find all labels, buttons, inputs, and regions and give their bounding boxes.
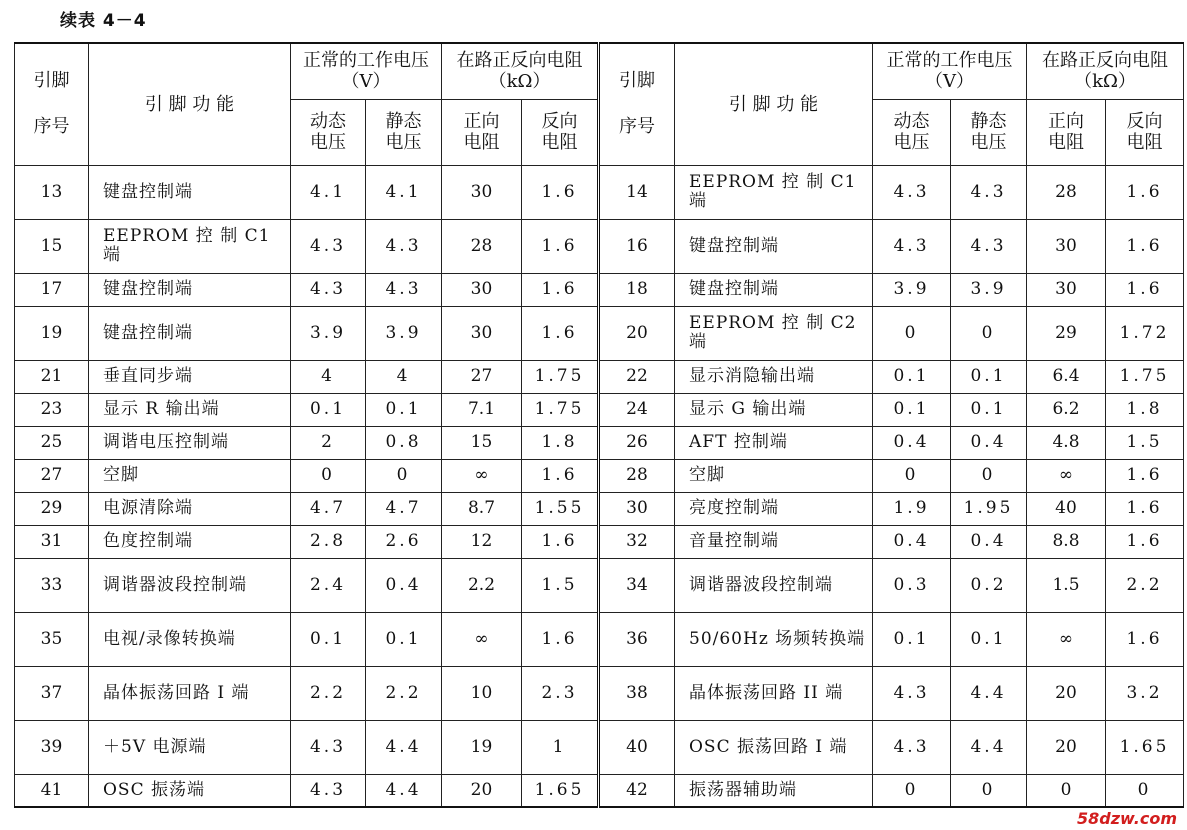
table-row (15, 612, 1184, 666)
pin-function: OSC 振荡端 (89, 774, 291, 807)
pin-function: ＋5V 电源端 (89, 720, 291, 774)
forward-resistance: 30 (442, 306, 522, 360)
pin-function: 调谐电压控制端 (89, 426, 291, 459)
static-voltage-right: 0 (951, 306, 1027, 360)
header-resistance: 在路正反向电阻 （kΩ） (442, 43, 599, 99)
reverse-resistance-right: 3.2 (1106, 666, 1184, 720)
table-row (15, 165, 1184, 219)
pin-number-right: 28 (599, 459, 675, 492)
static-voltage-right: 0.1 (951, 360, 1027, 393)
static-voltage: 4.4 (366, 720, 442, 774)
dynamic-voltage-right: 4.3 (873, 666, 951, 720)
forward-resistance: 20 (442, 774, 522, 807)
reverse-resistance: 1.5 (522, 558, 599, 612)
forward-resistance: 8.7 (442, 492, 522, 525)
forward-resistance-right: 20 (1027, 666, 1106, 720)
dynamic-voltage: 2.8 (291, 525, 366, 558)
pin-function-right: 键盘控制端 (675, 219, 873, 273)
forward-resistance-right: 20 (1027, 720, 1106, 774)
pin-function: 电视/录像转换端 (89, 612, 291, 666)
dynamic-voltage: 2 (291, 426, 366, 459)
pin-number-right: 26 (599, 426, 675, 459)
pin-number-right: 22 (599, 360, 675, 393)
pin-function-right: 亮度控制端 (675, 492, 873, 525)
reverse-resistance: 1.75 (522, 360, 599, 393)
dynamic-voltage: 4.3 (291, 219, 366, 273)
header-reverse-right: 反向 电阻 (1106, 99, 1184, 165)
static-voltage: 3.9 (366, 306, 442, 360)
forward-resistance: 30 (442, 273, 522, 306)
pin-function: 色度控制端 (89, 525, 291, 558)
site-watermark: 58dzw.com (1076, 809, 1177, 828)
dynamic-voltage-right: 0 (873, 774, 951, 807)
table-row (15, 666, 1184, 720)
pin-function: 空脚 (89, 459, 291, 492)
dynamic-voltage: 0.1 (291, 612, 366, 666)
pin-number-right: 34 (599, 558, 675, 612)
dynamic-voltage: 4.7 (291, 492, 366, 525)
header-dynamic-right: 动态 电压 (873, 99, 951, 165)
reverse-resistance-right: 1.6 (1106, 219, 1184, 273)
forward-resistance: 19 (442, 720, 522, 774)
dynamic-voltage-right: 0 (873, 459, 951, 492)
header-forward-right: 正向 电阻 (1027, 99, 1106, 165)
forward-resistance-right: 8.8 (1027, 525, 1106, 558)
header-static: 静态 电压 (366, 99, 442, 165)
pin-number: 23 (15, 393, 89, 426)
pin-number-right: 20 (599, 306, 675, 360)
dynamic-voltage-right: 0.4 (873, 426, 951, 459)
table-caption: 续表 4－4 (60, 11, 147, 31)
forward-resistance-right: 0 (1027, 774, 1106, 807)
reverse-resistance-right: 1.65 (1106, 720, 1184, 774)
pin-number: 27 (15, 459, 89, 492)
reverse-resistance-right: 1.6 (1106, 612, 1184, 666)
reverse-resistance-right: 1.8 (1106, 393, 1184, 426)
dynamic-voltage: 2.2 (291, 666, 366, 720)
forward-resistance: ∞ (442, 459, 522, 492)
pin-function: 键盘控制端 (89, 165, 291, 219)
forward-resistance-right: 6.2 (1027, 393, 1106, 426)
header-resistance-right: 在路正反向电阻 （kΩ） (1027, 43, 1184, 99)
table-row (15, 720, 1184, 774)
pin-function-right: 50/60Hz 场频转换端 (675, 612, 873, 666)
pin-function: 键盘控制端 (89, 306, 291, 360)
reverse-resistance-right: 1.6 (1106, 165, 1184, 219)
static-voltage: 4 (366, 360, 442, 393)
forward-resistance: 27 (442, 360, 522, 393)
pin-number-right: 30 (599, 492, 675, 525)
dynamic-voltage-right: 4.3 (873, 165, 951, 219)
static-voltage-right: 3.9 (951, 273, 1027, 306)
pin-function: 垂直同步端 (89, 360, 291, 393)
dynamic-voltage: 4 (291, 360, 366, 393)
static-voltage: 4.1 (366, 165, 442, 219)
static-voltage: 4.3 (366, 273, 442, 306)
header-pin-func-right: 引 脚 功 能 (675, 43, 873, 165)
pin-function: 键盘控制端 (89, 273, 291, 306)
pin-function-right: 显示消隐输出端 (675, 360, 873, 393)
dynamic-voltage-right: 0.1 (873, 612, 951, 666)
header-static-right: 静态 电压 (951, 99, 1027, 165)
static-voltage-right: 0.2 (951, 558, 1027, 612)
reverse-resistance: 2.3 (522, 666, 599, 720)
table-row (15, 525, 1184, 558)
dynamic-voltage-right: 0.1 (873, 360, 951, 393)
table-row (15, 273, 1184, 306)
static-voltage-right: 4.3 (951, 219, 1027, 273)
pin-function-table (14, 42, 1184, 808)
header-pin-no-right: 引脚 序号 (599, 43, 675, 165)
pin-number-right: 24 (599, 393, 675, 426)
forward-resistance-right: ∞ (1027, 612, 1106, 666)
pin-number: 39 (15, 720, 89, 774)
pin-number: 37 (15, 666, 89, 720)
table-row (15, 306, 1184, 360)
pin-number-right: 18 (599, 273, 675, 306)
dynamic-voltage-right: 4.3 (873, 720, 951, 774)
reverse-resistance-right: 1.6 (1106, 273, 1184, 306)
dynamic-voltage-right: 4.3 (873, 219, 951, 273)
static-voltage: 0.8 (366, 426, 442, 459)
dynamic-voltage-right: 0.1 (873, 393, 951, 426)
reverse-resistance: 1.6 (522, 612, 599, 666)
static-voltage-right: 4.4 (951, 720, 1027, 774)
reverse-resistance: 1.6 (522, 306, 599, 360)
reverse-resistance: 1.6 (522, 219, 599, 273)
static-voltage: 0.1 (366, 612, 442, 666)
pin-function-right: AFT 控制端 (675, 426, 873, 459)
pin-function-right: 空脚 (675, 459, 873, 492)
reverse-resistance: 1.6 (522, 459, 599, 492)
static-voltage: 0.4 (366, 558, 442, 612)
dynamic-voltage: 4.1 (291, 165, 366, 219)
static-voltage-right: 0.1 (951, 393, 1027, 426)
forward-resistance-right: ∞ (1027, 459, 1106, 492)
header-dynamic: 动态 电压 (291, 99, 366, 165)
pin-function-right: 振荡器辅助端 (675, 774, 873, 807)
pin-function: 调谐器波段控制端 (89, 558, 291, 612)
pin-number: 29 (15, 492, 89, 525)
reverse-resistance-right: 0 (1106, 774, 1184, 807)
static-voltage-right: 0.4 (951, 525, 1027, 558)
pin-function-right: 音量控制端 (675, 525, 873, 558)
forward-resistance: 2.2 (442, 558, 522, 612)
pin-number: 15 (15, 219, 89, 273)
static-voltage: 0 (366, 459, 442, 492)
reverse-resistance: 1.8 (522, 426, 599, 459)
static-voltage-right: 1.95 (951, 492, 1027, 525)
static-voltage: 0.1 (366, 393, 442, 426)
static-voltage-right: 0 (951, 459, 1027, 492)
pin-number: 33 (15, 558, 89, 612)
pin-number-right: 32 (599, 525, 675, 558)
header-pin-no: 引脚 序号 (15, 43, 89, 165)
dynamic-voltage: 3.9 (291, 306, 366, 360)
pin-number-right: 16 (599, 219, 675, 273)
pin-function-right: EEPROM 控 制 C2 端 (675, 306, 873, 360)
table-row (15, 360, 1184, 393)
pin-function-right: 键盘控制端 (675, 273, 873, 306)
pin-function: 电源清除端 (89, 492, 291, 525)
pin-function-right: 显示 G 输出端 (675, 393, 873, 426)
reverse-resistance-right: 2.2 (1106, 558, 1184, 612)
reverse-resistance-right: 1.75 (1106, 360, 1184, 393)
dynamic-voltage-right: 3.9 (873, 273, 951, 306)
pin-number: 21 (15, 360, 89, 393)
static-voltage: 4.7 (366, 492, 442, 525)
pin-number: 31 (15, 525, 89, 558)
forward-resistance: ∞ (442, 612, 522, 666)
table-row (15, 774, 1184, 807)
pin-function-right: 调谐器波段控制端 (675, 558, 873, 612)
header-forward: 正向 电阻 (442, 99, 522, 165)
pin-function-right: EEPROM 控 制 C1 端 (675, 165, 873, 219)
reverse-resistance-right: 1.72 (1106, 306, 1184, 360)
pin-function-right: 晶体振荡回路 II 端 (675, 666, 873, 720)
pin-number: 13 (15, 165, 89, 219)
forward-resistance-right: 29 (1027, 306, 1106, 360)
reverse-resistance-right: 1.5 (1106, 426, 1184, 459)
static-voltage-right: 0.4 (951, 426, 1027, 459)
forward-resistance-right: 6.4 (1027, 360, 1106, 393)
pin-number-right: 42 (599, 774, 675, 807)
forward-resistance-right: 4.8 (1027, 426, 1106, 459)
forward-resistance: 28 (442, 219, 522, 273)
forward-resistance-right: 28 (1027, 165, 1106, 219)
static-voltage-right: 4.3 (951, 165, 1027, 219)
static-voltage: 2.6 (366, 525, 442, 558)
static-voltage: 4.3 (366, 219, 442, 273)
pin-function: EEPROM 控 制 C1 端 (89, 219, 291, 273)
pin-function: 晶体振荡回路 I 端 (89, 666, 291, 720)
dynamic-voltage: 0.1 (291, 393, 366, 426)
pin-function: 显示 R 输出端 (89, 393, 291, 426)
forward-resistance: 15 (442, 426, 522, 459)
table-row (15, 393, 1184, 426)
dynamic-voltage: 4.3 (291, 774, 366, 807)
forward-resistance-right: 30 (1027, 219, 1106, 273)
static-voltage-right: 0.1 (951, 612, 1027, 666)
pin-number: 19 (15, 306, 89, 360)
pin-number: 41 (15, 774, 89, 807)
pin-function-right: OSC 振荡回路 I 端 (675, 720, 873, 774)
pin-number-right: 36 (599, 612, 675, 666)
forward-resistance: 12 (442, 525, 522, 558)
dynamic-voltage: 4.3 (291, 720, 366, 774)
dynamic-voltage-right: 0 (873, 306, 951, 360)
forward-resistance-right: 40 (1027, 492, 1106, 525)
header-pin-func: 引 脚 功 能 (89, 43, 291, 165)
dynamic-voltage-right: 0.3 (873, 558, 951, 612)
reverse-resistance: 1.6 (522, 273, 599, 306)
reverse-resistance: 1.6 (522, 525, 599, 558)
table-row (15, 558, 1184, 612)
pin-number: 35 (15, 612, 89, 666)
static-voltage-right: 0 (951, 774, 1027, 807)
table-row (15, 459, 1184, 492)
dynamic-voltage: 0 (291, 459, 366, 492)
static-voltage-right: 4.4 (951, 666, 1027, 720)
static-voltage: 2.2 (366, 666, 442, 720)
pin-number-right: 38 (599, 666, 675, 720)
table-row (15, 426, 1184, 459)
pin-number: 25 (15, 426, 89, 459)
forward-resistance: 7.1 (442, 393, 522, 426)
dynamic-voltage-right: 0.4 (873, 525, 951, 558)
reverse-resistance: 1.6 (522, 165, 599, 219)
static-voltage: 4.4 (366, 774, 442, 807)
dynamic-voltage-right: 1.9 (873, 492, 951, 525)
header-voltage: 正常的工作电压 （V） (291, 43, 442, 99)
reverse-resistance: 1.55 (522, 492, 599, 525)
table-row (15, 219, 1184, 273)
pin-number-right: 14 (599, 165, 675, 219)
forward-resistance: 10 (442, 666, 522, 720)
forward-resistance-right: 1.5 (1027, 558, 1106, 612)
dynamic-voltage: 4.3 (291, 273, 366, 306)
table-row (15, 492, 1184, 525)
reverse-resistance-right: 1.6 (1106, 492, 1184, 525)
header-reverse: 反向 电阻 (522, 99, 599, 165)
reverse-resistance: 1 (522, 720, 599, 774)
forward-resistance: 30 (442, 165, 522, 219)
reverse-resistance: 1.75 (522, 393, 599, 426)
header-voltage-right: 正常的工作电压 （V） (873, 43, 1027, 99)
pin-number-right: 40 (599, 720, 675, 774)
dynamic-voltage: 2.4 (291, 558, 366, 612)
reverse-resistance-right: 1.6 (1106, 525, 1184, 558)
reverse-resistance-right: 1.6 (1106, 459, 1184, 492)
reverse-resistance: 1.65 (522, 774, 599, 807)
pin-number: 17 (15, 273, 89, 306)
forward-resistance-right: 30 (1027, 273, 1106, 306)
